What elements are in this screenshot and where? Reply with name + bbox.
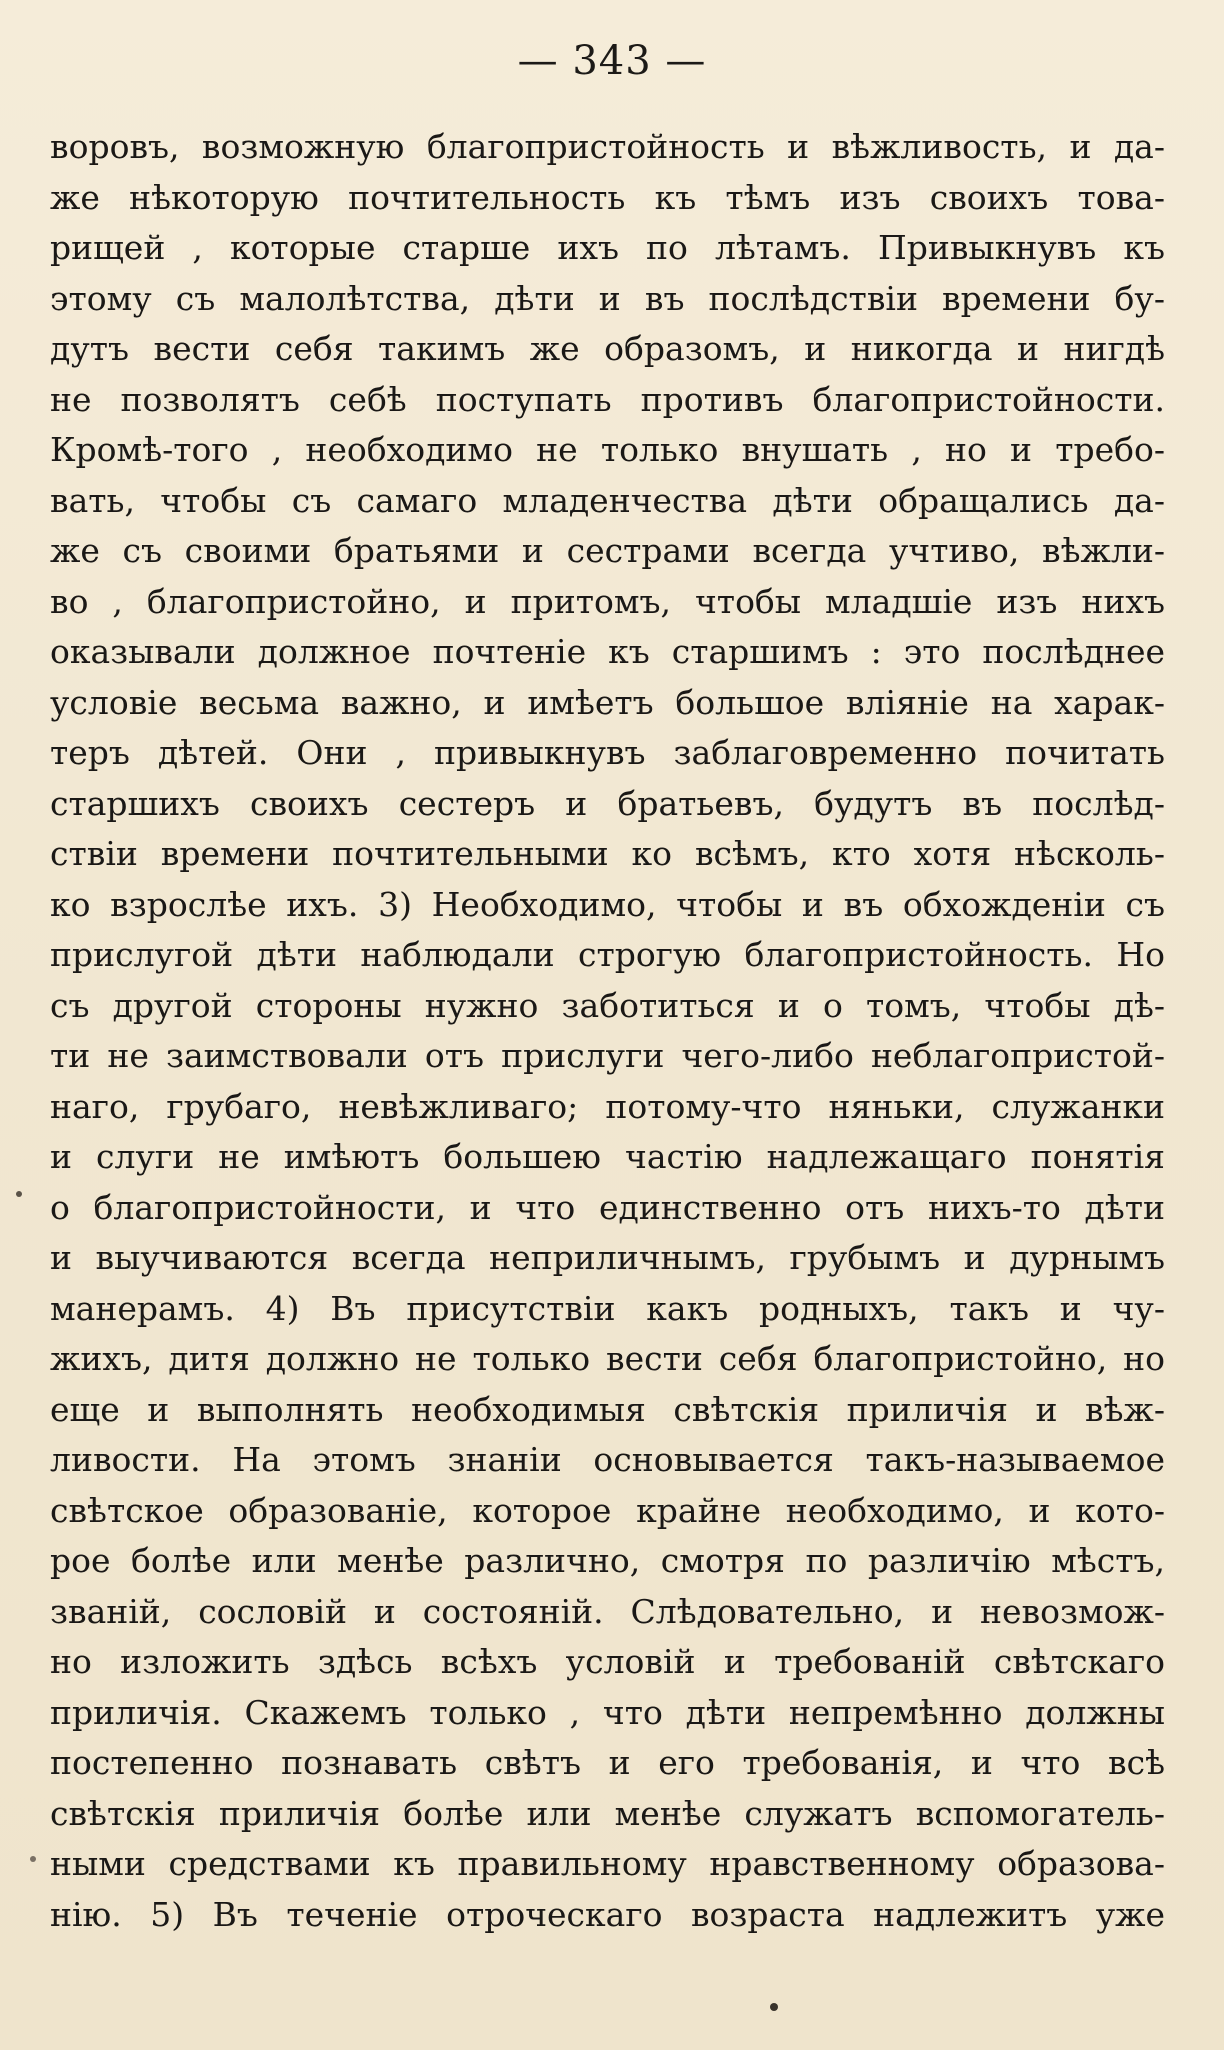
text-line: же нѣкоторую почтительность къ тѣмъ изъ своихъ това- bbox=[50, 177, 1165, 217]
text-line: оказывали должное почтеніе къ старшимъ : это послѣднее bbox=[50, 632, 1165, 671]
text-line: рищей , которые старше ихъ по лѣтамъ. Привыкнувъ къ bbox=[50, 228, 1165, 267]
text-line: жихъ, дитя должно не только вести себя благопристойно, но bbox=[50, 1339, 1165, 1378]
printer-mark bbox=[770, 2003, 778, 2011]
text-line: старшихъ своихъ сестеръ и братьевъ, будутъ въ послѣд- bbox=[50, 783, 1165, 823]
text-line: званій, сословій и состояній. Слѣдовательно, и невозмож- bbox=[50, 1591, 1165, 1631]
text-line: нію. 5) Въ теченіе отроческаго возраста надлежитъ уже bbox=[50, 1894, 1165, 1934]
text-line: свѣтское образованіе, которое крайне необходимо, и кото- bbox=[50, 1490, 1165, 1530]
text-line: ствіи времени почтительными ко всѣмъ, кто хотя нѣсколь- bbox=[50, 834, 1165, 873]
text-line: манерамъ. 4) Въ присутствіи какъ родныхъ, такъ и чу- bbox=[50, 1288, 1165, 1328]
text-line: не позволятъ себѣ поступать противъ благопристойности. bbox=[50, 379, 1165, 419]
text-line: но изложить здѣсь всѣхъ условій и требованій свѣтскаго bbox=[50, 1642, 1165, 1681]
text-line: еще и выполнять необходимыя свѣтскія приличія и вѣж- bbox=[50, 1389, 1165, 1429]
text-line: о благопристойности, и что единственно отъ нихъ-то дѣти bbox=[50, 1187, 1165, 1227]
text-line: свѣтскія приличія болѣе или менѣе служатъ вспомогатель- bbox=[50, 1793, 1165, 1833]
text-line: ливости. На этомъ знаніи основывается такъ-называемое bbox=[50, 1440, 1165, 1479]
text-line: приличія. Скажемъ только , что дѣти непремѣнно должны bbox=[50, 1692, 1165, 1732]
ink-speck bbox=[16, 1191, 22, 1197]
text-line: вать, чтобы съ самаго младенчества дѣти обращались да- bbox=[50, 480, 1165, 520]
text-line: постепенно познавать свѣтъ и его требованія, и что всѣ bbox=[50, 1743, 1165, 1782]
ink-speck bbox=[30, 1856, 36, 1862]
text-line: ко взрослѣе ихъ. 3) Необходимо, чтобы и въ обхожденіи съ bbox=[50, 884, 1165, 924]
text-line: и слуги не имѣютъ большею частію надлежащаго понятія bbox=[50, 1137, 1165, 1176]
text-line: во , благопристойно, и притомъ, чтобы младшіе изъ нихъ bbox=[50, 581, 1165, 621]
text-line: условіе весьма важно, и имѣетъ большое вліяніе на харак- bbox=[50, 682, 1165, 722]
body-text bbox=[50, 122, 1165, 1940]
text-line: съ другой стороны нужно заботиться и о томъ, чтобы дѣ- bbox=[50, 985, 1165, 1025]
text-line: прислугой дѣти наблюдали строгую благопристойность. Но bbox=[50, 935, 1165, 974]
text-line: же съ своими братьями и сестрами всегда учтиво, вѣжли- bbox=[50, 531, 1165, 570]
text-line: ными средствами къ правильному нравственному образова- bbox=[50, 1844, 1165, 1883]
text-line: ти не заимствовали отъ прислуги чего-либо неблагопристой- bbox=[50, 1036, 1165, 1075]
text-line: этому съ малолѣтства, дѣти и въ послѣдствіи времени бу- bbox=[50, 278, 1165, 318]
text-line: рое болѣе или менѣе различно, смотря по различію мѣстъ, bbox=[50, 1541, 1165, 1580]
text-line: Кромѣ-того , необходимо не только внушать , но и требо- bbox=[50, 430, 1165, 469]
text-line: воровъ, возможную благопристойность и вѣжливость, и да- bbox=[50, 127, 1165, 166]
text-line: дутъ вести себя такимъ же образомъ, и никогда и нигдѣ bbox=[50, 329, 1165, 368]
page-number: — 343 — bbox=[517, 38, 707, 84]
text-line: и выучиваются всегда неприличнымъ, грубымъ и дурнымъ bbox=[50, 1238, 1165, 1277]
text-line: теръ дѣтей. Они , привыкнувъ заблаговременно почитать bbox=[50, 733, 1165, 772]
text-line: наго, грубаго, невѣжливаго; потому-что няньки, служанки bbox=[50, 1086, 1165, 1126]
